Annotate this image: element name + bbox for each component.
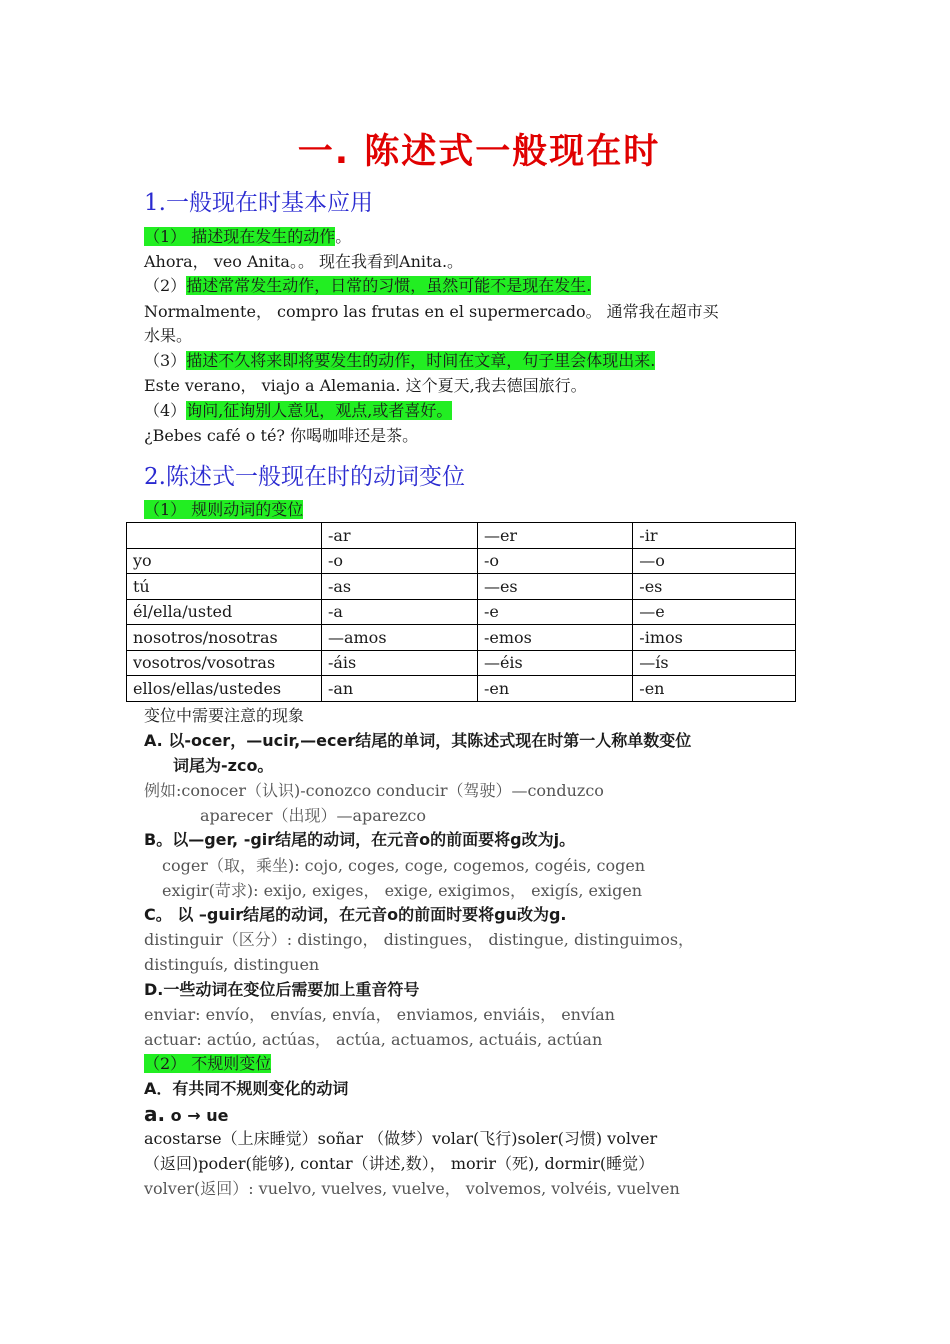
table-cell: —e <box>633 599 796 625</box>
punctuation: 。 <box>335 227 352 246</box>
example-line: Este verano， viajo a Alemania. 这个夏天,我去德国旅行。 <box>144 376 587 395</box>
table-row <box>127 676 796 702</box>
highlight: 描述不久将来即将要发生的动作，时间在文章，句子里会体现出来. <box>186 351 656 370</box>
example-line: enviar: envío， envías, envía， enviamos, enviáis， envían <box>144 1005 615 1024</box>
table-cell: -an <box>321 676 477 702</box>
example-line: distinguís, distinguen <box>144 955 320 974</box>
example-line: aparecer（出现）—aparezco <box>200 806 426 825</box>
rule-a: A. 以-ocer，—ucir,—ecer结尾的单词，其陈述式现在时第一人称单数变位 <box>144 731 692 750</box>
example-line: exigir(苛求): exijo, exiges， exige, exigimos， exigís, exigen <box>162 881 643 900</box>
item-4-label <box>144 400 452 422</box>
table-row <box>127 625 796 651</box>
example-line: coger（取，乘坐): cojo, coges, coge, cogemos, cogéis, cogen <box>162 856 646 875</box>
table-cell: -es <box>633 574 796 600</box>
table-cell: -emos <box>477 625 632 651</box>
irregular-group-a: A．有共同不规则变化的动词 <box>144 1079 349 1098</box>
table-cell: yo <box>127 548 322 574</box>
table-cell: -o <box>321 548 477 574</box>
table-row <box>127 599 796 625</box>
example-line: distinguir（区分）: distingo， distingues， distingue, distinguimos， <box>144 930 695 949</box>
rule-change: o → ue <box>170 1106 229 1125</box>
highlight: 描述常常发生动作，日常的习惯，虽然可能不是现在发生. <box>186 276 592 295</box>
table-cell: —amos <box>321 625 477 651</box>
highlight: （1） 规则动词的变位 <box>144 500 304 519</box>
example-line: acostarse（上床睡觉）soñar （做梦）volar(飞行)soler(习惯) volver <box>144 1129 658 1148</box>
example-line: 例如:conocer（认识)-conozco conducir（驾驶）—conduzco <box>144 781 604 800</box>
table-cell: -e <box>477 599 632 625</box>
subsection-regular <box>144 499 303 521</box>
rule-a-continued: 词尾为-zco。 <box>173 756 274 775</box>
table-cell: tú <box>127 574 322 600</box>
table-cell: -en <box>633 676 796 702</box>
item-1-label <box>144 226 351 248</box>
item-3-label <box>144 350 655 372</box>
table-row <box>127 574 796 600</box>
table-cell: -imos <box>633 625 796 651</box>
page-title: 一. 陈述式一般现在时 <box>297 132 661 172</box>
item-number: （4） <box>144 401 187 420</box>
table-cell: -áis <box>321 650 477 676</box>
table-cell <box>127 523 322 549</box>
example-line: ¿Bebes café o té? 你喝咖啡还是茶。 <box>144 426 419 445</box>
highlight: （2） 不规则变位 <box>144 1054 272 1073</box>
example-line: Ahora， veo Anita。。 现在我看到Anita.。 <box>144 252 464 271</box>
table-cell: nosotros/nosotras <box>127 625 322 651</box>
table-cell: —o <box>633 548 796 574</box>
table-cell: —es <box>477 574 632 600</box>
notes-title: 变位中需要注意的现象 <box>144 706 305 725</box>
item-2-label <box>144 275 591 297</box>
example-line: Normalmente， compro las frutas en el supermercado。 通常我在超市买 <box>144 302 719 321</box>
example-line: actuar: actúo, actúas， actúa, actuamos, actuáis, actúan <box>144 1030 603 1049</box>
conjugation-table <box>126 522 796 702</box>
example-line: 水果。 <box>144 326 193 345</box>
table-cell: -as <box>321 574 477 600</box>
table-cell: -en <box>477 676 632 702</box>
table-row <box>127 650 796 676</box>
table-row <box>127 548 796 574</box>
table-cell: él/ella/usted <box>127 599 322 625</box>
rule-b: B。以—ger, -gir结尾的动词，在元音o的前面要将g改为j。 <box>144 830 576 849</box>
rule-letter: a. <box>144 1102 166 1126</box>
table-cell: -ir <box>633 523 796 549</box>
table-cell: —ís <box>633 650 796 676</box>
rule-c: C。 以 –guir结尾的动词，在元音o的前面时要将gu改为g. <box>144 905 567 924</box>
section-2-heading: 2.陈述式一般现在时的动词变位 <box>144 464 465 490</box>
item-number: （2） <box>144 276 187 295</box>
irregular-rule-a <box>144 1103 228 1127</box>
table-cell: —er <box>477 523 632 549</box>
table-header-row <box>127 523 796 549</box>
subsection-irregular <box>144 1053 271 1075</box>
section-1-heading: 1.一般现在时基本应用 <box>144 190 373 216</box>
table-cell: —éis <box>477 650 632 676</box>
example-line: volver(返回）: vuelvo, vuelves, vuelve， volvemos, volvéis, vuelven <box>144 1179 680 1198</box>
table-cell: -ar <box>321 523 477 549</box>
table-cell: -a <box>321 599 477 625</box>
item-number: （3） <box>144 351 187 370</box>
example-line: （返回)poder(能够), contar（讲述,数）， morir（死), dormir(睡觉） <box>144 1154 655 1173</box>
table-cell: -o <box>477 548 632 574</box>
rule-d: D.一些动词在变位后需要加上重音符号 <box>144 980 420 999</box>
highlight: 询问,征询别人意见，观点,或者喜好。 <box>186 401 453 420</box>
table-cell: ellos/ellas/ustedes <box>127 676 322 702</box>
table-cell: vosotros/vosotras <box>127 650 322 676</box>
highlight: （1） 描述现在发生的动作 <box>144 227 336 246</box>
